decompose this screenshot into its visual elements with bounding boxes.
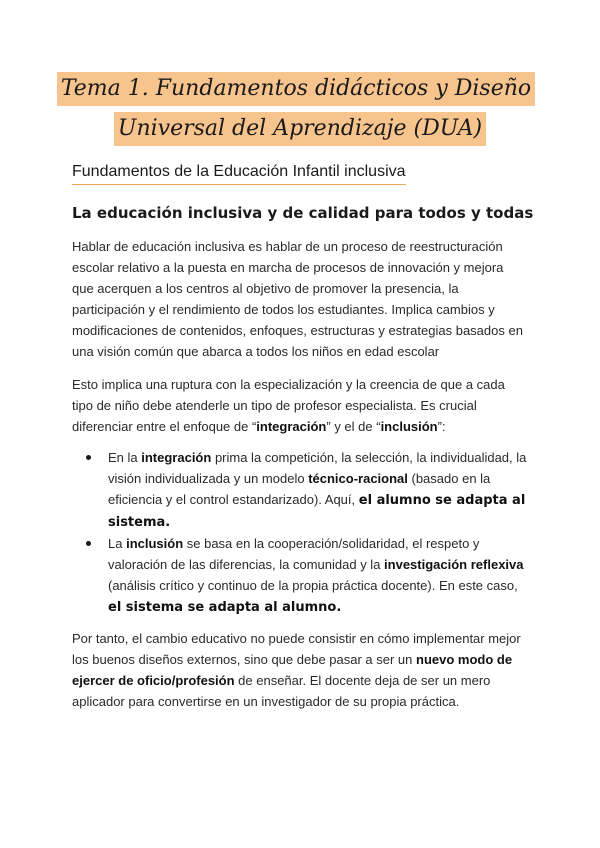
subsection-heading: La educación inclusiva y de calidad para todos y todas <box>72 204 534 222</box>
bullet-text: (basado en la eficiencia y el control estandarizado). Aquí, <box>108 471 491 507</box>
bullet-dot-icon <box>86 541 91 546</box>
bullet-text: prima la competición, la selección, la individualidad, la visión individualizada y un modelo <box>108 450 527 486</box>
bullet-bold: inclusión <box>126 536 184 551</box>
bullet-bold: técnico-racional <box>308 471 408 486</box>
paragraph-2-text: ” y el de “ <box>326 419 381 434</box>
paragraph-1: Hablar de educación inclusiva es hablar de un proceso de reestructuración escolar relativo a la puesta en marcha de procesos de innovación y mejora que acerquen a los centros al objetivo de promover la presencia, la participación y el rendimiento de todos los estudiantes. Implica cambios y modificaciones de contenidos, enfoques, estructuras y estrategias basados en una visión común que abarca a todos los niños en edad escolar <box>72 239 523 359</box>
bullet-bold: el sistema se adapta al alumno. <box>108 600 342 615</box>
paragraph-2-text: Esto implica una ruptura con la especialización y la creencia de que a cada tipo de niño debe atenderle un tipo de profesor especialista. Es crucial diferenciar entre el enfoque de “ <box>72 377 505 434</box>
section-heading: Fundamentos de la Educación Infantil inclusiva <box>72 161 406 185</box>
bullet-item-integracion <box>72 447 528 533</box>
paragraph-3-bold: nuevo modo de ejercer de oficio/profesión <box>72 652 513 688</box>
bullet-bold: integración <box>141 450 212 465</box>
bullet-item-inclusion <box>72 533 528 618</box>
bullet-dot-icon <box>86 455 91 460</box>
title-line-2: Universal del Aprendizaje (DUA) <box>114 112 486 146</box>
paragraph-3-text: de enseñar. El docente deja de ser un mero aplicador para convertirse en un investigador de su propia práctica. <box>72 673 491 709</box>
bullet-text: En la <box>108 450 142 465</box>
bullet-text: (análisis crítico y continuo de la propia práctica docente). En este caso, <box>108 578 518 593</box>
bullet-text: se basa en la cooperación/solidaridad, el respeto y valoración de las diferencias, la comunidad y la <box>108 536 480 572</box>
bullet-bold: el alumno se adapta al sistema. <box>108 493 526 530</box>
bullet-list <box>72 447 528 618</box>
title-line-1: Tema 1. Fundamentos didácticos y Diseño <box>57 72 535 106</box>
paragraph-3 <box>72 628 528 712</box>
document-title <box>0 72 600 146</box>
bullet-bold: investigación reflexiva <box>384 557 524 572</box>
bullet-text: La <box>108 536 127 551</box>
term-inclusion: inclusión <box>380 419 438 434</box>
paragraph-2-text: ”: <box>437 419 446 434</box>
term-integracion: integración <box>256 419 327 434</box>
paragraph-2 <box>72 374 528 437</box>
paragraph-3-text: Por tanto, el cambio educativo no puede consistir en cómo implementar mejor los buenos diseños externos, sino que debe pasar a ser un <box>72 631 521 667</box>
